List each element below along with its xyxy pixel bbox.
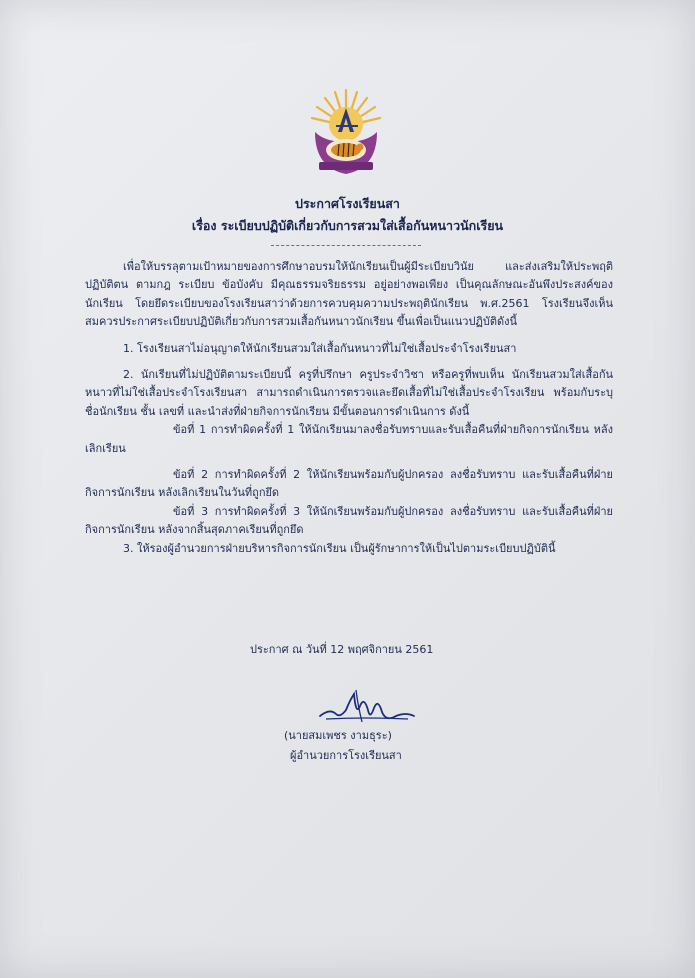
announcement-subject: เรื่อง ระเบียบปฏิบัติเกี่ยวกับการสวมใส่เสื้อกันหนาวนักเรียน	[191, 218, 504, 233]
signer-title: ผู้อำนวยการโรงเรียนสา	[290, 749, 402, 762]
school-logo	[305, 86, 387, 178]
announcement-body	[85, 258, 613, 558]
handwritten-signature-icon	[316, 686, 416, 726]
dashed-divider	[271, 245, 421, 246]
signer-name: (นายสมเพชร งามธุระ)	[284, 729, 392, 742]
penalty-clause-2: ข้อที่ 2 การทำผิดครั้งที่ 2 ให้นักเรียนพร้อมกับผู้ปกครอง ลงชื่อรับทราบ และรับเสื้อคืนที่ฝ่ายกิจการนักเรียน หลังเลิกเรียนในวันที่ถูกยึด	[85, 468, 613, 500]
school-emblem-icon	[305, 86, 387, 178]
intro-paragraph: เพื่อให้บรรลุตามเป้าหมายของการศึกษาอบรมให้นักเรียนเป็นผู้มีระเบียบวินัย และส่งเสริมให้ประพฤติปฏิบัติตน ตามกฎ ระเบียบ ข้อบังคับ มีคุณธรรมจริยธรรม อยู่อย่างพอเพียง เป็นคุณลักษณะอันพึงประสงค์ของนักเรียน โดยยึดระเบียบของโรงเรียนสาว่าด้วยการควบคุมความประพฤตินักเรียน พ.ศ.2561 โรงเรียนจึงเห็นสมควรประกาศระเบียบปฏิบัติเกี่ยวกับการสวมเสื้อกันหนาวนักเรียน ขึ้นเพื่อเป็นแนวปฏิบัติดังนี้	[85, 260, 613, 329]
rule-item-2: 2. นักเรียนที่ไม่ปฏิบัติตามระเบียบนี้ ครูที่ปรึกษา ครูประจำวิชา หรือครูที่พบเห็น นักเรียนสวมใส่เสื้อกันหนาวที่ไม่ใช่เสื้อประจำโรงเรียนสา สามารถดำเนินการตรวจและยึดเสื้อที่ไม่ใช่เสื้อประจำโรงเรียน พร้อมกับระบุชื่อนักเรียน ชั้น เลขที่ และนำส่งที่ฝ่ายกิจการนักเรียน มีขั้นตอนการดำเนินการ ดังนี้	[85, 368, 613, 418]
signature-image	[316, 686, 416, 726]
announcement-title: ประกาศโรงเรียนสา	[295, 196, 400, 211]
announcement-date: ประกาศ ณ วันที่ 12 พฤศจิกายน 2561	[250, 643, 434, 656]
penalty-clause-1: ข้อที่ 1 การทำผิดครั้งที่ 1 ให้นักเรียนมาลงชื่อรับทราบและรับเสื้อคืนที่ฝ่ายกิจการนักเรียน หลังเลิกเรียน	[85, 423, 613, 455]
rule-item-1: 1. โรงเรียนสาไม่อนุญาตให้นักเรียนสวมใส่เสื้อกันหนาวที่ไม่ใช่เสื้อประจำโรงเรียนสา	[123, 341, 517, 355]
penalty-clause-3: ข้อที่ 3 การทำผิดครั้งที่ 3 ให้นักเรียนพร้อมกับผู้ปกครอง ลงชื่อรับทราบ และรับเสื้อคืนที่ฝ่ายกิจการนักเรียน หลังจากสิ้นสุดภาคเรียนที่ถูกยึด	[85, 504, 613, 537]
rule-item-3: 3. ให้รองผู้อำนวยการฝ่ายบริหารกิจการนักเรียน เป็นผู้รักษาการให้เป็นไปตามระเบียบปฏิบัตินี้	[123, 541, 556, 555]
